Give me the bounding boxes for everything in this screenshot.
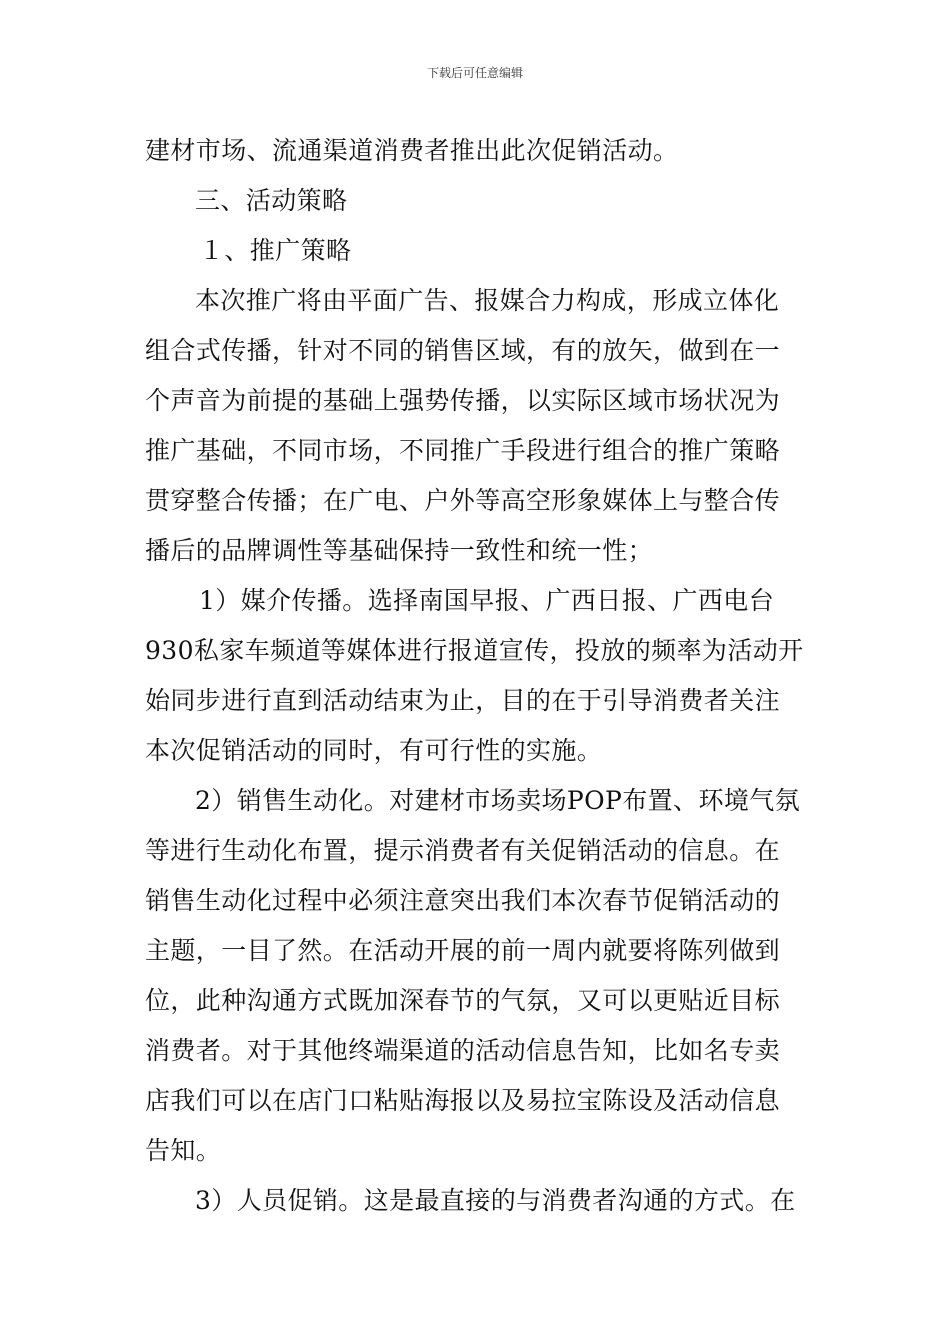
text-line: 组合式传播，针对不同的销售区域，有的放矢，做到在一 — [145, 336, 781, 365]
text-line: 消费者。对于其他终端渠道的活动信息告知，比如名专卖 — [145, 1036, 781, 1065]
text-line: 本次促销活动的同时，有可行性的实施。 — [145, 736, 603, 765]
text-line: 销售生动化过程中必须注意突出我们本次春节促销活动的 — [145, 886, 781, 915]
text-line: 主题，一目了然。在活动开展的前一周内就要将陈列做到 — [145, 936, 781, 965]
text-line: 930私家车频道等媒体进行报道宣传，投放的频率为活动开 — [145, 636, 804, 665]
text-line: 2）销售生动化。对建材市场卖场POP布置、环境气氛 — [195, 786, 801, 815]
text-line: 告知。 — [145, 1136, 222, 1165]
text-line: 建材市场、流通渠道消费者推出此次促销活动。 — [145, 136, 679, 165]
page-header: 下载后可任意编辑 — [426, 66, 523, 80]
text-line: 贯穿整合传播；在广电、户外等高空形象媒体上与整合传 — [145, 486, 781, 515]
subsection-heading: １、推广策略 — [199, 236, 352, 265]
text-line: 1）媒介传播。选择南国早报、广西日报、广西电台 — [199, 586, 775, 615]
text-line: 店我们可以在店门口粘贴海报以及易拉宝陈设及活动信息 — [145, 1086, 781, 1115]
text-line: 推广基础，不同市场，不同推广手段进行组合的推广策略 — [145, 436, 781, 465]
text-line: 本次推广将由平面广告、报媒合力构成，形成立体化 — [195, 286, 780, 315]
text-line: 播后的品牌调性等基础保持一致性和统一性； — [145, 536, 654, 565]
text-line: 始同步进行直到活动结束为止，目的在于引导消费者关注 — [145, 686, 781, 715]
document-body — [145, 126, 810, 1226]
text-line: 3）人员促销。这是最直接的与消费者沟通的方式。在 — [195, 1186, 796, 1215]
text-line: 位，此种沟通方式既加深春节的气氛，又可以更贴近目标 — [145, 986, 781, 1015]
section-heading: 三、活动策略 — [195, 186, 348, 215]
text-line: 等进行生动化布置，提示消费者有关促销活动的信息。在 — [145, 836, 781, 865]
text-line: 个声音为前提的基础上强势传播，以实际区域市场状况为 — [145, 386, 781, 415]
